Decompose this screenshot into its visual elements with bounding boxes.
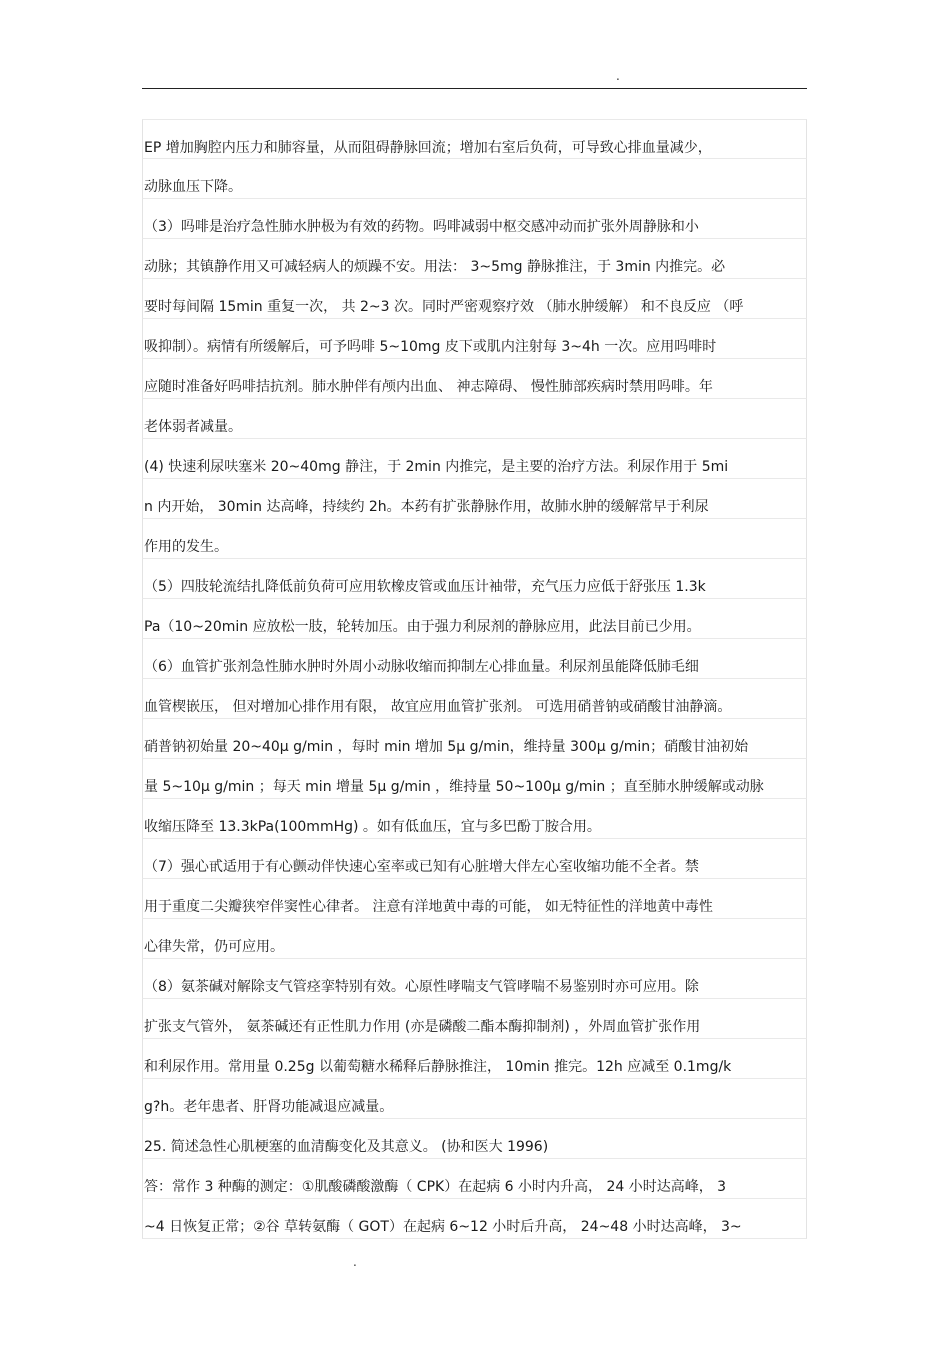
text-line: ~4 日恢复正常；②谷 草转氨酶（ GOT）在起病 6~12 小时后升高， 24~48 小时达高峰， 3~ bbox=[142, 1199, 807, 1239]
text-line: （8）氨茶碱对解除支气管痉挛特别有效。心原性哮喘支气管哮喘不易鉴别时亦可应用。除 bbox=[142, 959, 807, 999]
text-line: Pa（10~20min 应放松一肢，轮转加压。由于强力利尿剂的静脉应用，此法目前已少用。 bbox=[142, 599, 807, 639]
text-line: 量 5~10μ g/min ；每天 min 增量 5μ g/min ，维持量 50~100μ g/min ；直至肺水肿缓解或动脉 bbox=[142, 759, 807, 799]
text-line: (4) 快速利尿呋塞米 20~40mg 静注，于 2min 内推完，是主要的治疗方法。利尿作用于 5mi bbox=[142, 439, 807, 479]
footer-mark: . bbox=[353, 1255, 357, 1269]
text-line: 和利尿作用。常用量 0.25g 以葡萄糖水稀释后静脉推注， 10min 推完。12h 应减至 0.1mg/k bbox=[142, 1039, 807, 1079]
text-line: （5）四肢轮流结扎降低前负荷可应用软橡皮管或血压计袖带，充气压力应低于舒张压 1.3k bbox=[142, 559, 807, 599]
text-line: g?h。老年患者、肝肾功能减退应减量。 bbox=[142, 1079, 807, 1119]
text-line: 动脉；其镇静作用又可减轻病人的烦躁不安。用法： 3~5mg 静脉推注，于 3min 内推完。必 bbox=[142, 239, 807, 279]
text-line: 血管楔嵌压， 但对增加心排作用有限， 故宜应用血管扩张剂。 可选用硝普钠或硝酸甘油静滴。 bbox=[142, 679, 807, 719]
text-line: 吸抑制）。病情有所缓解后，可予吗啡 5~10mg 皮下或肌内注射每 3~4h 一次。应用吗啡时 bbox=[142, 319, 807, 359]
text-line: 收缩压降至 13.3kPa(100mmHg) 。如有低血压，宜与多巴酚丁胺合用。 bbox=[142, 799, 807, 839]
text-line: 心律失常，仍可应用。 bbox=[142, 919, 807, 959]
header-mark: . bbox=[616, 69, 620, 83]
text-line: EP 增加胸腔内压力和肺容量，从而阻碍静脉回流；增加右室后负荷，可导致心排血量减少， bbox=[142, 119, 807, 159]
text-line: 应随时准备好吗啡拮抗剂。肺水肿伴有颅内出血、 神志障碍、 慢性肺部疾病时禁用吗啡。年 bbox=[142, 359, 807, 399]
text-line: 答：常作 3 种酶的测定：①肌酸磷酸激酶（ CPK）在起病 6 小时内升高， 24 小时达高峰， 3 bbox=[142, 1159, 807, 1199]
document-body bbox=[142, 119, 807, 1239]
text-line: n 内开始， 30min 达高峰，持续约 2h。本药有扩张静脉作用，故肺水肿的缓解常早于利尿 bbox=[142, 479, 807, 519]
text-line: 老体弱者减量。 bbox=[142, 399, 807, 439]
text-line: 作用的发生。 bbox=[142, 519, 807, 559]
text-line: 25. 简述急性心肌梗塞的血清酶变化及其意义。 (协和医大 1996) bbox=[142, 1119, 807, 1159]
text-line: （6）血管扩张剂急性肺水肿时外周小动脉收缩而抑制左心排血量。利尿剂虽能降低肺毛细 bbox=[142, 639, 807, 679]
text-line: 动脉血压下降。 bbox=[142, 159, 807, 199]
text-line: 要时每间隔 15min 重复一次， 共 2~3 次。同时严密观察疗效 （肺水肿缓解） 和不良反应 （呼 bbox=[142, 279, 807, 319]
text-line: 用于重度二尖瓣狭窄伴窦性心律者。 注意有洋地黄中毒的可能， 如无特征性的洋地黄中毒性 bbox=[142, 879, 807, 919]
text-line: （3）吗啡是治疗急性肺水肿极为有效的药物。吗啡减弱中枢交感冲动而扩张外周静脉和小 bbox=[142, 199, 807, 239]
text-line: 扩张支气管外， 氨茶碱还有正性肌力作用 (亦是磷酸二酯本酶抑制剂) ，外周血管扩张作用 bbox=[142, 999, 807, 1039]
header-rule bbox=[142, 88, 807, 89]
text-line: 硝普钠初始量 20~40μ g/min ，每时 min 增加 5μ g/min，维持量 300μ g/min；硝酸甘油初始 bbox=[142, 719, 807, 759]
text-line: （7）强心甙适用于有心颤动伴快速心室率或已知有心脏增大伴左心室收缩功能不全者。禁 bbox=[142, 839, 807, 879]
